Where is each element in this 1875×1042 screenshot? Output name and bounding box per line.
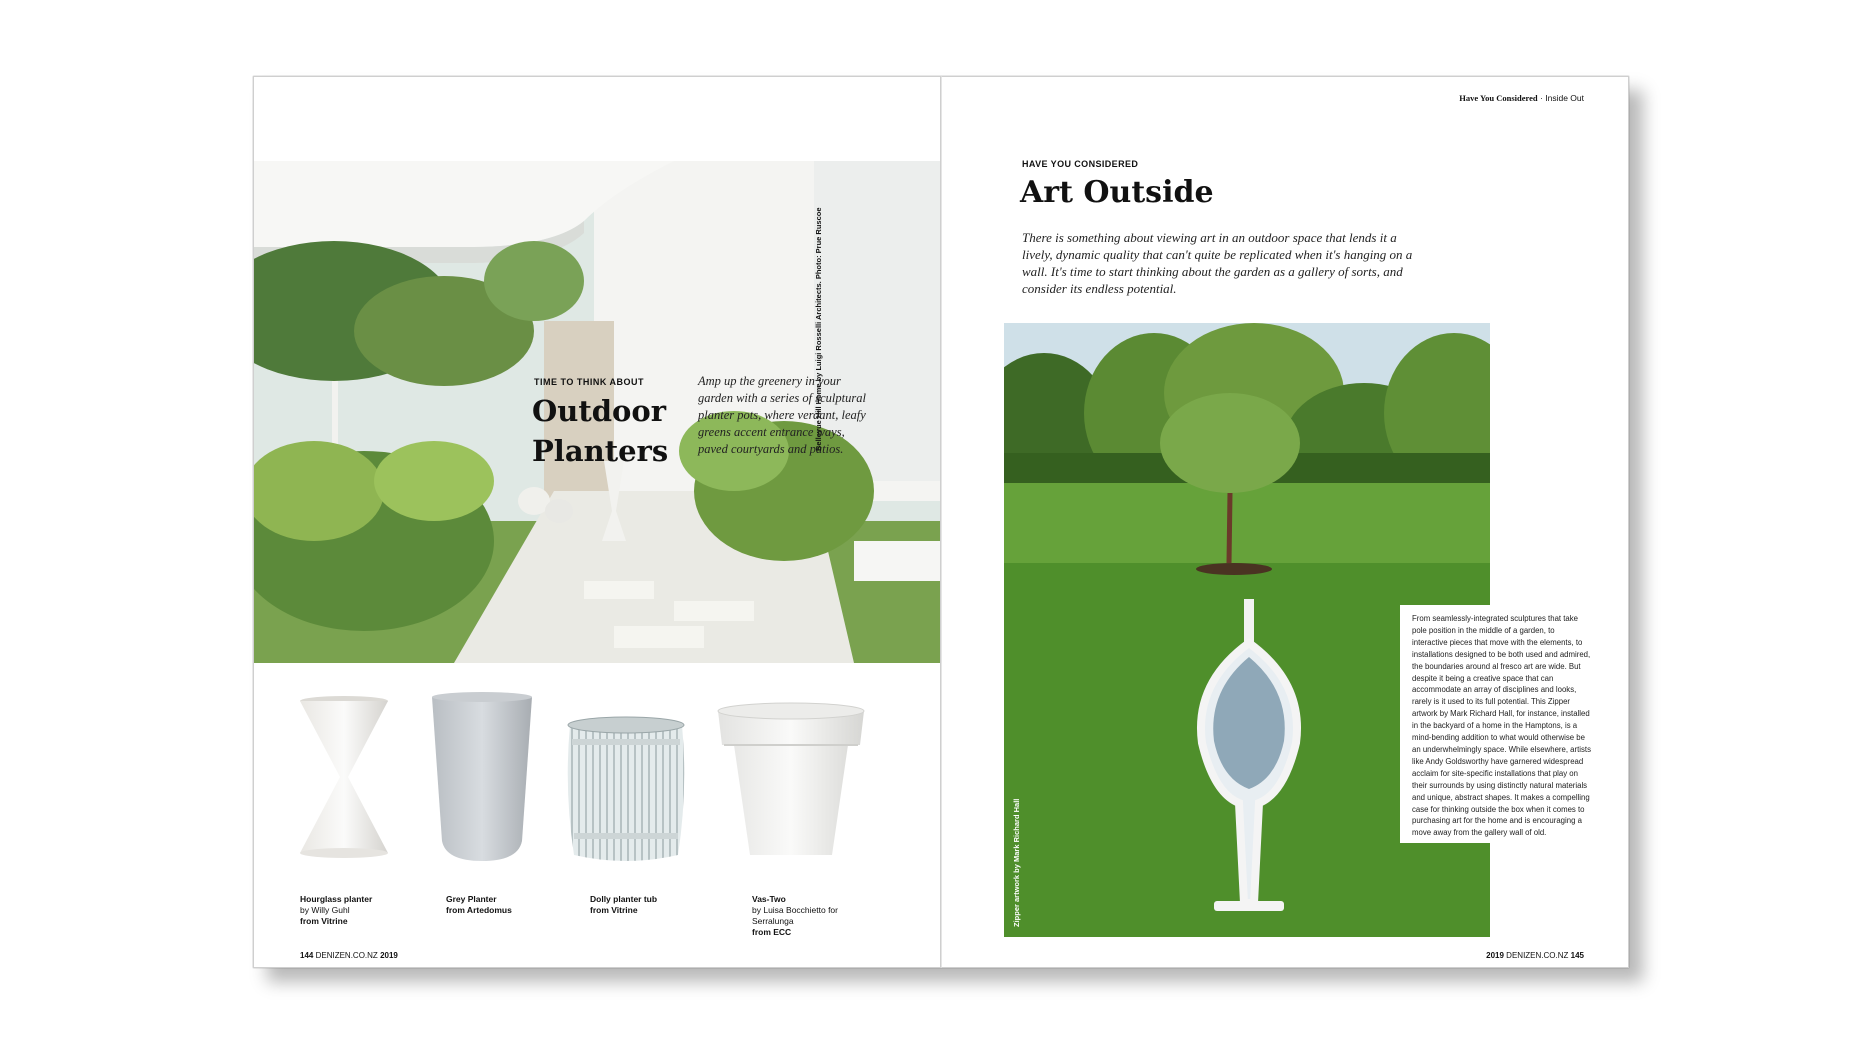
folio-year: 2019 (380, 951, 398, 960)
hero-title-line1: Outdoor (532, 394, 666, 428)
folio-left (300, 951, 398, 960)
caption-hourglass-planter (300, 894, 410, 927)
product-name: Hourglass planter (300, 894, 373, 904)
hero-intro: Amp up the greenery in your garden with a series of sculptural planter pots, where verdant, leafy greens accent entrance ways, paved courtyards and patios. (698, 374, 866, 456)
hero-photo (254, 161, 941, 663)
running-head-separator: · (1540, 93, 1543, 103)
folio-site: DENIZEN.CO.NZ (315, 951, 378, 960)
hero-photo-credit: Bellevue Hill Home by Luigi Rosselli Architects. Photo: Prue Ruscoe (814, 207, 823, 451)
grey-planter-image (430, 691, 534, 863)
dolly-planter-tub-image (564, 715, 688, 865)
hero-title (532, 391, 692, 471)
product-retailer: from Artedomus (446, 905, 512, 915)
hourglass-planter-image (296, 695, 392, 859)
article-kicker: HAVE YOU CONSIDERED (1022, 159, 1139, 169)
product-retailer: from Vitrine (300, 916, 348, 926)
caption-dolly-planter-tub (590, 894, 700, 916)
vas-two-planter-image (716, 701, 866, 861)
article-body: From seamlessly-integrated sculptures that take pole position in the middle of a garden, to interactive pieces that move with the elements, to installations designed to be both used and admired, the boundaries around al fresco art are wide. But despite it being a creative space that can accommodate an array of disciplines and looks, rarely is it used to its full potential. This Zipper artwork by Mark Richard Hall, for instance, installed in the backyard of a home in the Hamptons, is a mind-bending addition to what would otherwise be an underwhelmingly space. While elsewhere, artists like Andy Goldsworthy have garnered widespread acclaim for site-specific installations that play on their surrounds by using distinctly natural materials and unique, abstract shapes. It makes a compelling case for thinking outside the box when it comes to purchasing art for the home and is encouraging a move away from the gallery wall of old. (1400, 605, 1596, 843)
art-photo-credit: Zipper artwork by Mark Richard Hall (1012, 798, 1021, 927)
running-head-section: Have You Considered (1459, 93, 1538, 103)
product-retailer: from Vitrine (590, 905, 638, 915)
running-head (1459, 93, 1584, 103)
running-head-sub: Inside Out (1545, 93, 1584, 103)
product-retailer: from ECC (752, 927, 792, 937)
product-name: Dolly planter tub (590, 894, 658, 904)
right-page (941, 76, 1629, 968)
article-title: Art Outside (1020, 175, 1214, 210)
left-page (253, 76, 941, 968)
product-name: Vas-Two (752, 894, 786, 904)
caption-grey-planter (446, 894, 556, 916)
folio-page-number: 145 (1570, 951, 1584, 960)
product-designer: by Willy Guhl (300, 905, 350, 915)
folio-right (1486, 951, 1584, 960)
article-intro: There is something about viewing art in an outdoor space that lends it a lively, dynamic quality that can't quite be replicated when it's hanging on a wall. It's time to start thinking about the garden as a gallery of sorts, and consider its endless potential. (1022, 230, 1413, 296)
folio-year: 2019 (1486, 951, 1504, 960)
folio-site: DENIZEN.CO.NZ (1506, 951, 1569, 960)
folio-page-number: 144 (300, 951, 314, 960)
caption-vas-two (752, 894, 838, 938)
hero-title-line2: Planters (532, 434, 669, 468)
magazine-spread (253, 76, 1629, 968)
product-designer: by Luisa Bocchietto for Serralunga (752, 905, 838, 926)
product-name: Grey Planter (446, 894, 497, 904)
hero-kicker: TIME TO THINK ABOUT (534, 377, 644, 387)
